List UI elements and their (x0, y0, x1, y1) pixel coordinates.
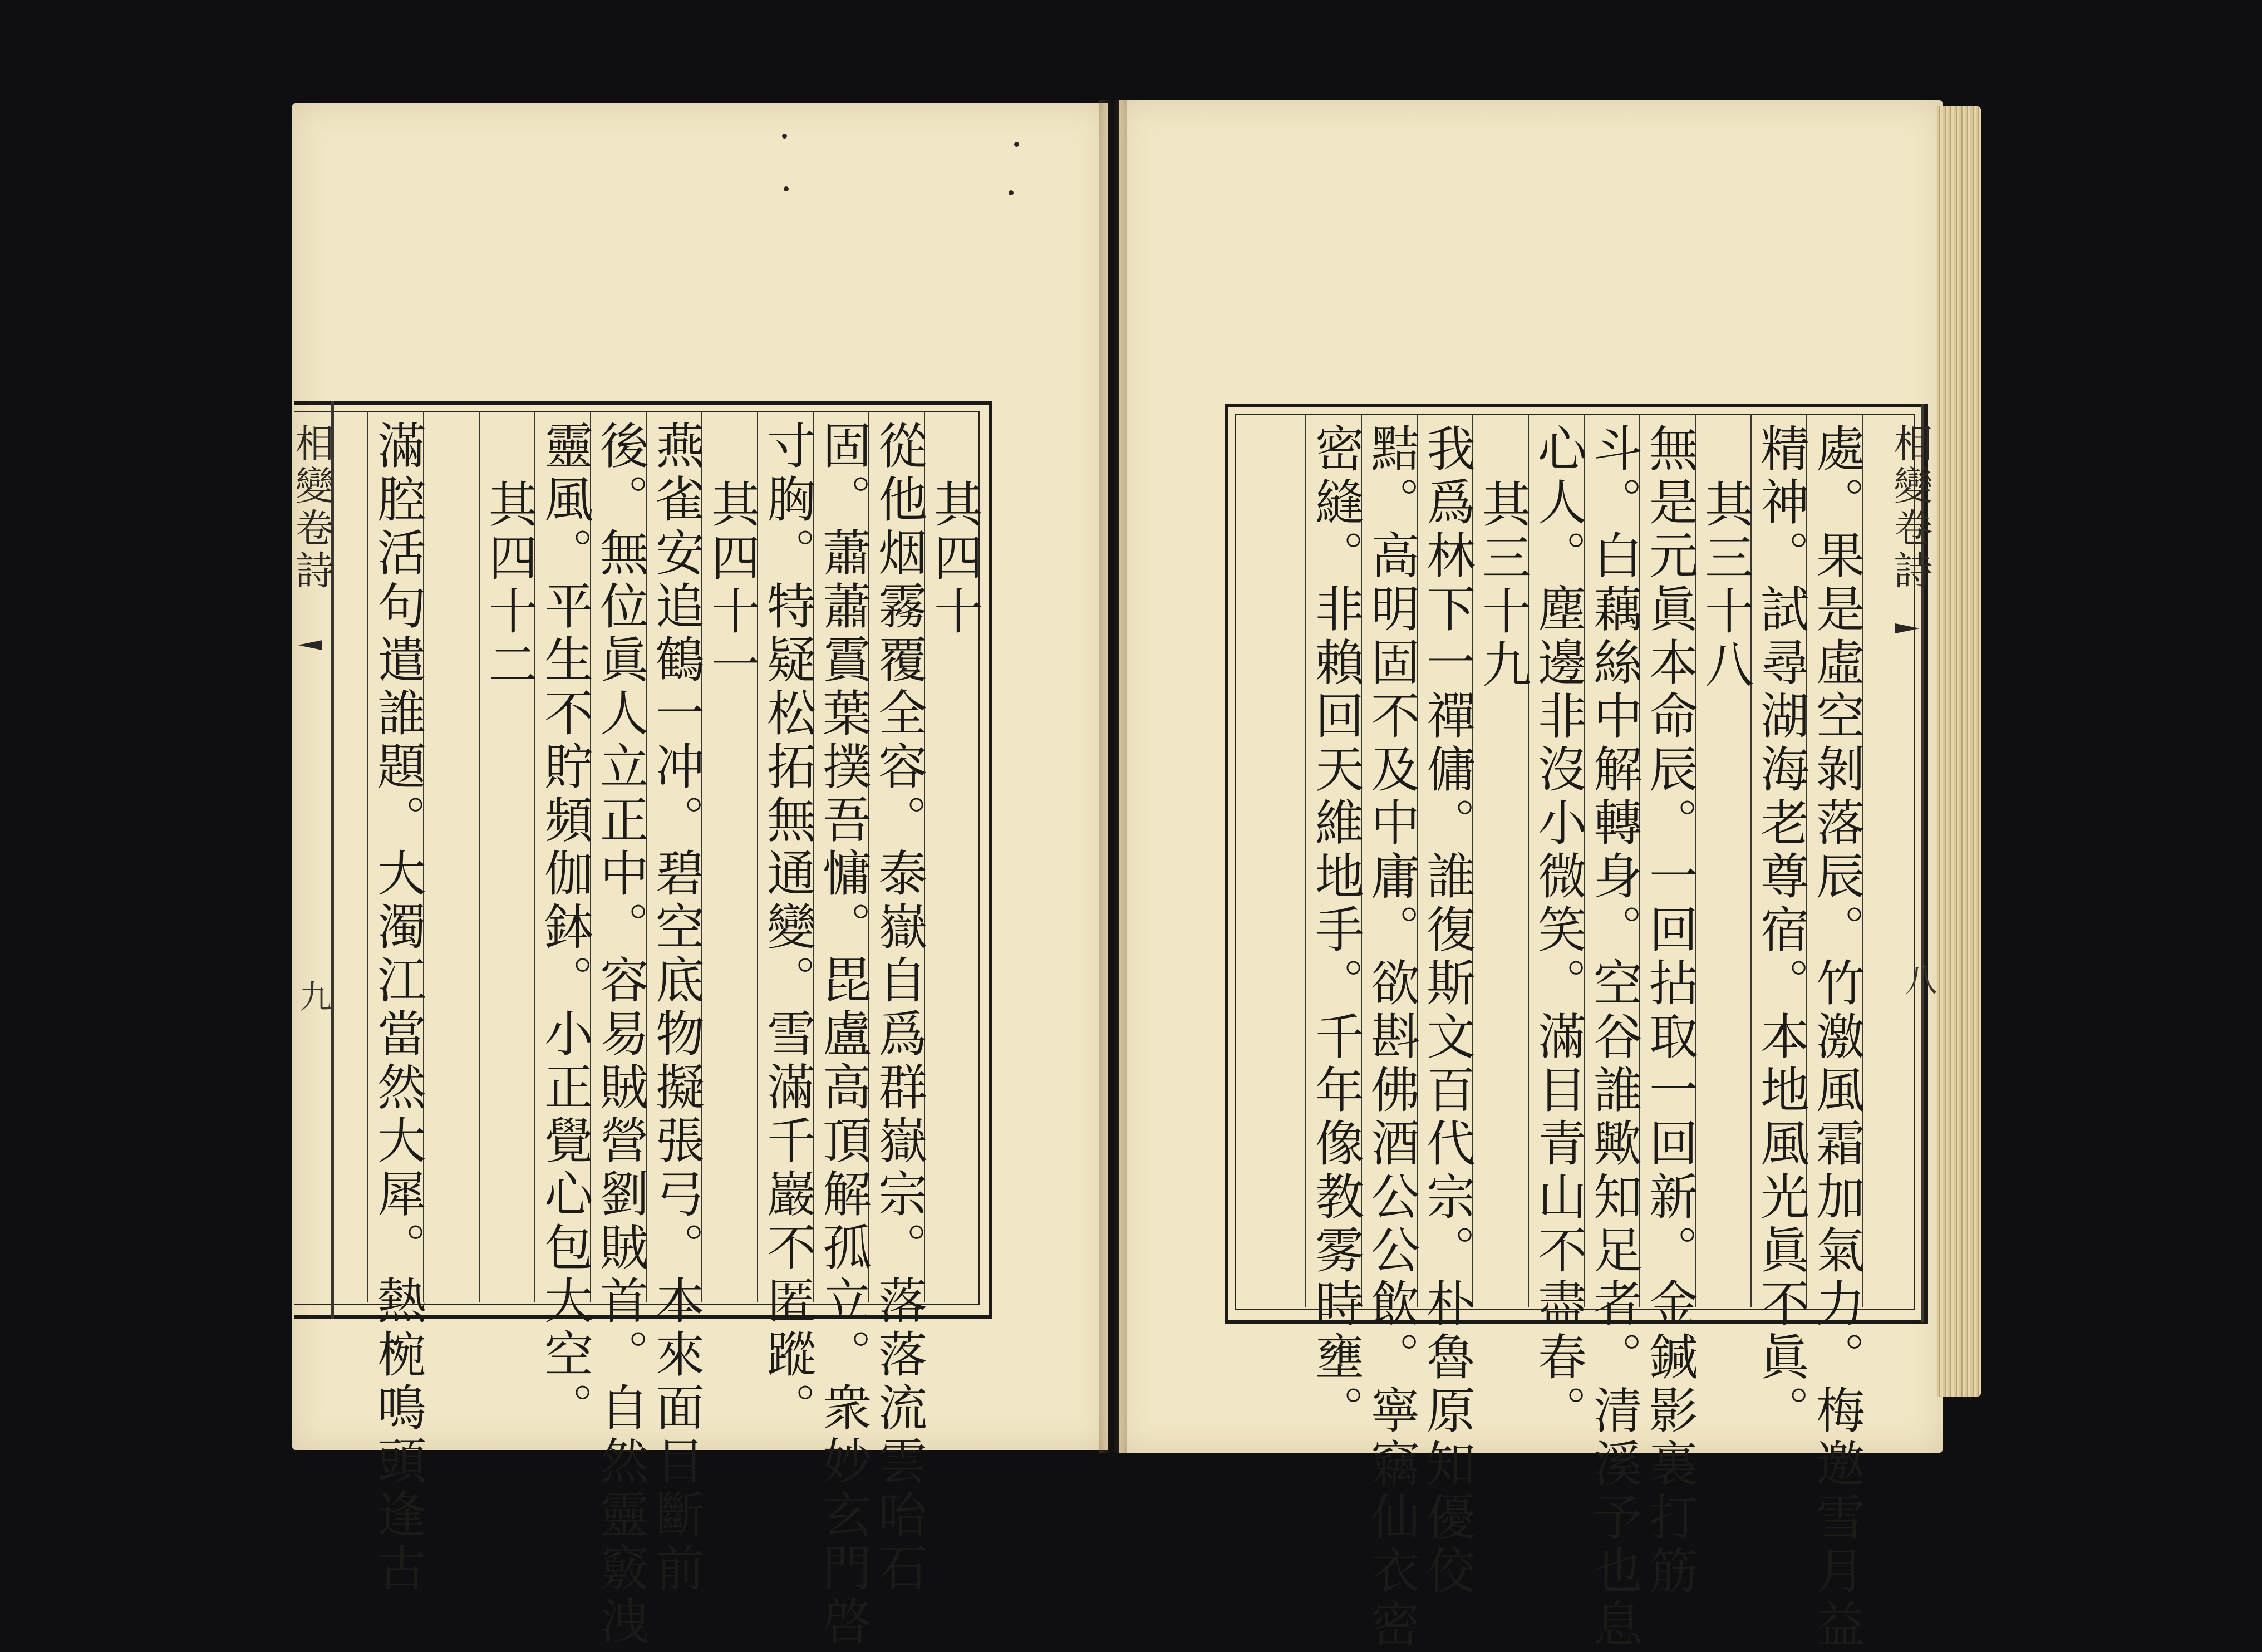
text-column: 密縫。非賴回天維地手。千年像教雾時壅。 (1307, 423, 1365, 1438)
page-edges (1937, 106, 1981, 1397)
text-column: 燕雀安追鶴一冲。碧空底物擬張弓。本來面目斷前 (648, 420, 705, 1596)
poem-heading: 其三十九 (1474, 479, 1532, 692)
text-column: 寸胸。特疑松拓無通變。雪滿千巖不匿蹤。 (759, 420, 817, 1435)
left-folio: 九 (294, 980, 332, 1012)
text-column: 固。蕭蕭霣葉撲吾慵。毘盧高頂解孤立。衆妙玄門啓 (815, 420, 872, 1649)
text-column: 心人。塵邊非沒小微笑。滿目青山不盡春。 (1530, 423, 1587, 1438)
column-rule (1305, 414, 1306, 1307)
text-column: 斗。白藕絲中解轉身。空谷誰歟知足者。清溪予也息 (1586, 423, 1643, 1652)
text-column: 處。果是虛空剝落辰。竹激風霜加氣力。梅邀雪月益 (1808, 423, 1866, 1652)
text-column: 精神。試尋湖海老尊宿。本地風光眞不眞。 (1753, 423, 1810, 1438)
text-column: 滿腔活句遣誰題。大濁江當然大犀。熱椀鳴頭逢古 (370, 420, 427, 1596)
text-column: 從他烟霧覆全容。泰嶽自爲群嶽宗。落落流雲咍石 (871, 420, 928, 1596)
poem-heading: 其四十一 (704, 479, 761, 692)
ink-speck (1014, 142, 1019, 147)
column-rule (367, 411, 368, 1302)
text-column: 我爲林下一禪傭。誰復斯文百代宗。朴魯原知優佼 (1419, 423, 1476, 1599)
book-gutter (1099, 100, 1127, 1453)
text-column: 靈風。平生不貯頻伽鉢。小正覺心包大空。 (537, 420, 594, 1435)
poem-heading: 其四十 (926, 479, 984, 639)
text-column: 後。無位眞人立正中。容易賊營劉賊首。自然靈竅洩 (592, 420, 650, 1649)
ink-speck (784, 186, 789, 191)
poem-heading: 其三十八 (1697, 479, 1754, 692)
right-folio: 八 (1900, 963, 1938, 995)
text-column: 黠。高明固不及中庸。欲斟佛酒公公飲。寧竊仙衣密 (1363, 423, 1420, 1652)
column-rule (479, 411, 480, 1302)
ink-speck (1009, 190, 1014, 195)
poem-heading: 其四十二 (481, 479, 538, 692)
left-margin-label: 相變卷詩 (289, 423, 335, 592)
right-margin-label: 相變卷詩 (1887, 423, 1933, 592)
ink-speck (782, 134, 787, 139)
text-column: 無是元眞本命辰。一回拈取一回新。金鍼影裏打筋 (1641, 423, 1699, 1599)
